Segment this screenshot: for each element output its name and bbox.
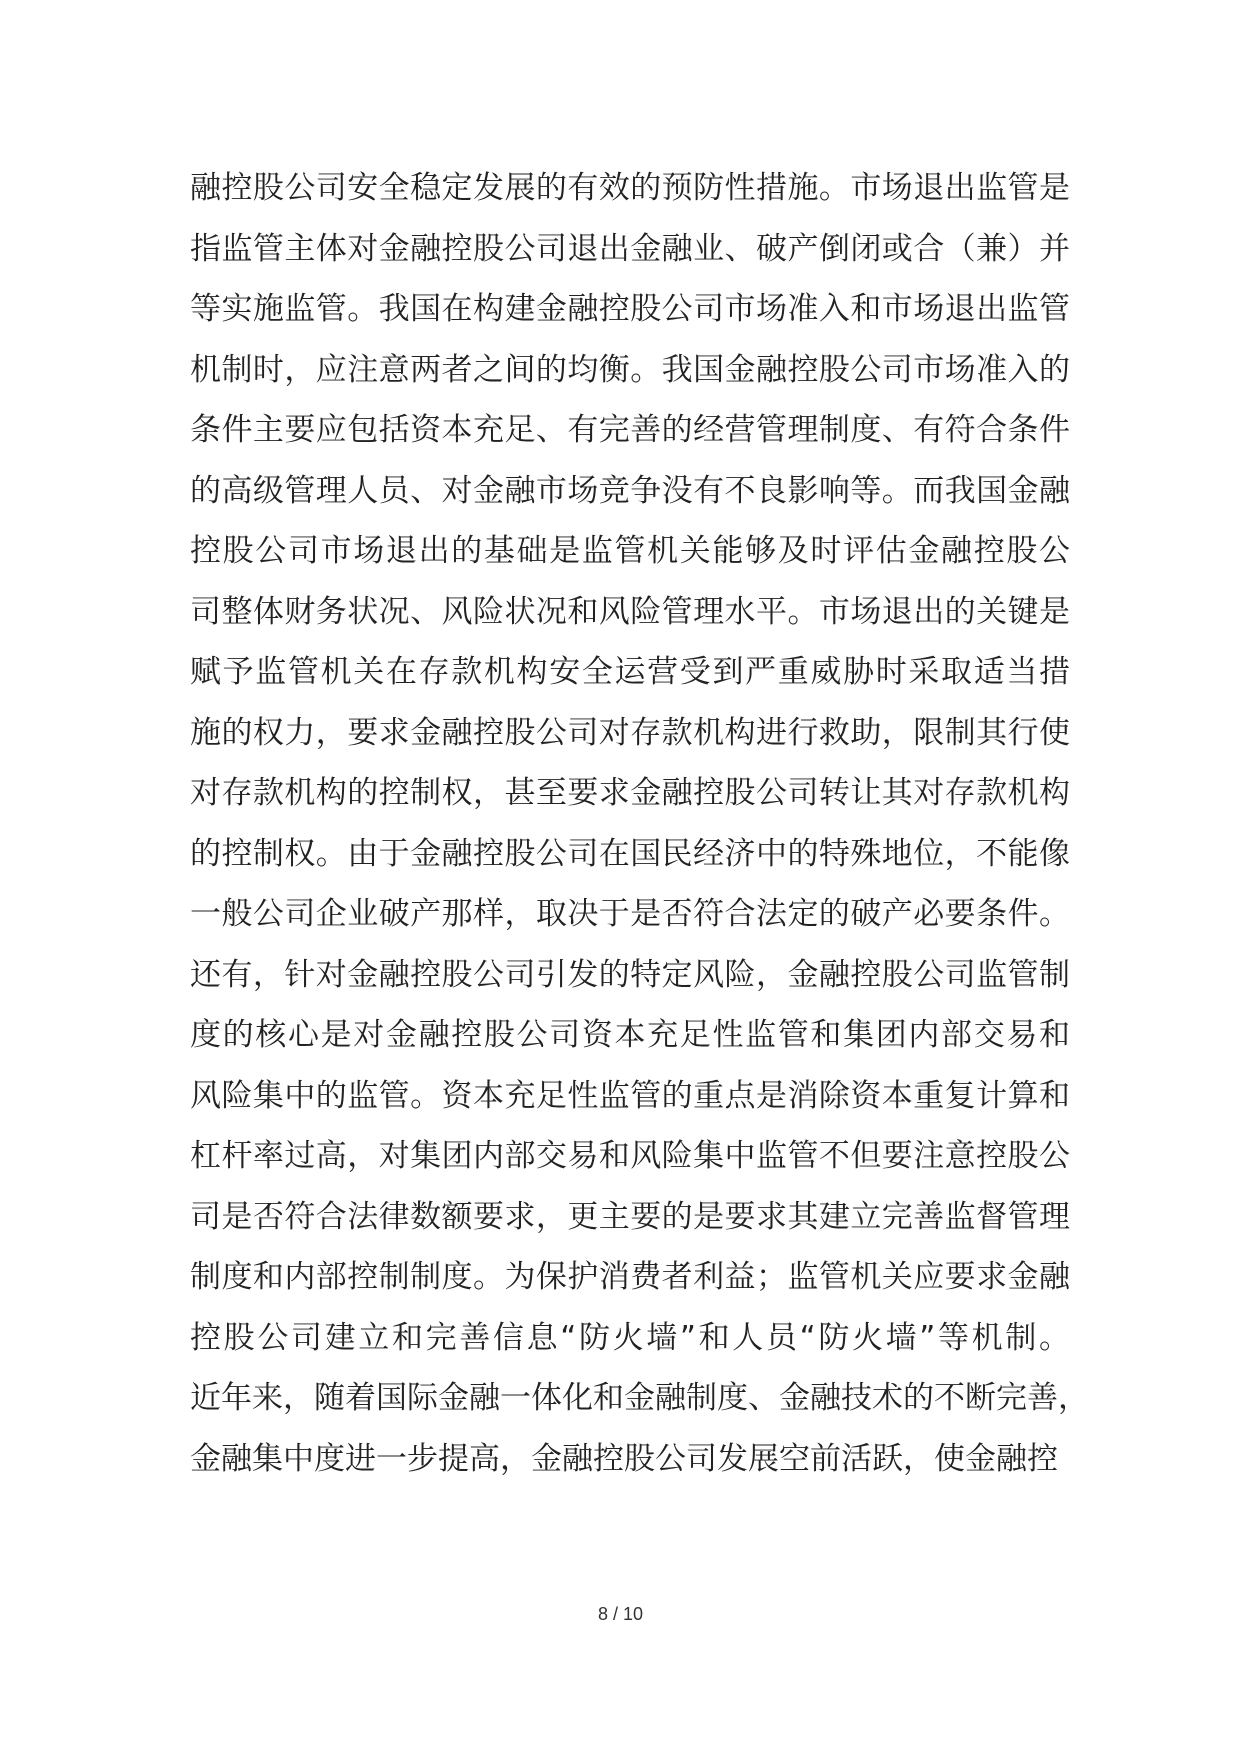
text-line: 制度和内部控制制度。为保护消费者利益；监管机关应要求金融 (190, 1259, 1070, 1295)
text-line: 杠杆率过高，对集团内部交易和风险集中监管不但要注意控股公 (190, 1138, 1070, 1174)
text-line: 赋予监管机关在存款机构安全运营受到严重威胁时采取适当措 (190, 654, 1070, 690)
text-line: 指监管主体对金融控股公司退出金融业、破产倒闭或合（兼）并 (190, 230, 1070, 267)
text-line: 司整体财务状况、风险状况和风险管理水平。市场退出的关键是 (190, 593, 1070, 630)
text-line: 控股公司建立和完善信息“防火墙”和人员“防火墙”等机制。 (190, 1319, 1070, 1356)
text-line: 金融集中度进一步提高，金融控股公司发展空前活跃，使金融控 (190, 1440, 1058, 1477)
page-number: 8 / 10 (597, 1604, 644, 1624)
text-line: 风险集中的监管。资本充足性监管的重点是消除资本重复计算和 (190, 1077, 1070, 1114)
text-line: 施的权力，要求金融控股公司对存款机构进行救助，限制其行使 (190, 714, 1070, 751)
text-line: 司是否符合法律数额要求，更主要的是要求其建立完善监督管理 (190, 1198, 1070, 1235)
text-line: 条件主要应包括资本充足、有完善的经营管理制度、有符合条件 (190, 412, 1070, 448)
text-line: 近年来，随着国际金融一体化和金融制度、金融技术的不断完善， (190, 1380, 1089, 1416)
text-line: 控股公司市场退出的基础是监管机关能够及时评估金融控股公 (190, 533, 1070, 569)
text-line: 机制时，应注意两者之间的均衡。我国金融控股公司市场准入的 (190, 351, 1070, 388)
text-line: 融控股公司安全稳定发展的有效的预防性措施。市场退出监管是 (190, 170, 1070, 206)
text-line: 对存款机构的控制权，甚至要求金融控股公司转让其对存款机构 (190, 775, 1070, 811)
text-line: 度的核心是对金融控股公司资本充足性监管和集团内部交易和 (190, 1017, 1070, 1053)
text-line: 还有，针对金融控股公司引发的特定风险，金融控股公司监管制 (190, 956, 1070, 993)
text-line: 等实施监管。我国在构建金融控股公司市场准入和市场退出监管 (190, 291, 1070, 327)
text-line: 的高级管理人员、对金融市场竞争没有不良影响等。而我国金融 (190, 472, 1070, 509)
text-line: 的控制权。由于金融控股公司在国民经济中的特殊地位，不能像 (190, 835, 1070, 872)
text-line: 一般公司企业破产那样，取决于是否符合法定的破产必要条件。 (190, 896, 1070, 932)
body-text (190, 158, 1089, 1489)
